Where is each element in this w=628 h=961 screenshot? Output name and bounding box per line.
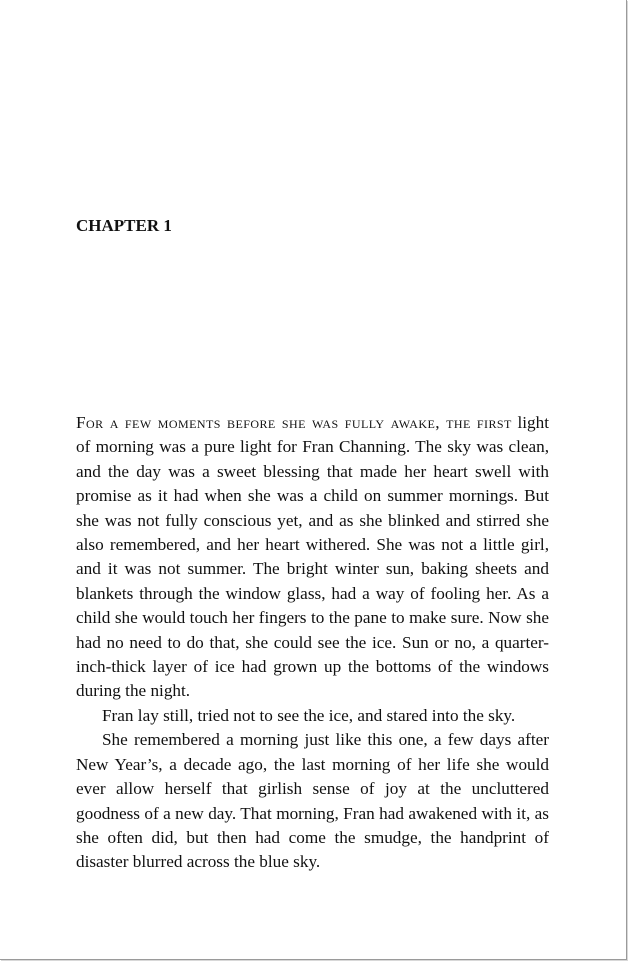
paragraph-1-text: light of morning was a pure light for Fran Channing. The sky was clean, and the day was a sweet blessing that made her heart swell with promise as it had when she was a child on summer mornings. But she was not fully conscious yet, and as she blinked and stirred she also remembered, and her heart withered. She was not a little girl, and it was not summer. The bright winter sun, baking sheets and blankets through the window glass, had a way of fooling her. As a child she would touch her fingers to the pane to make sure. Now she had no need to do that, she could see the ice. Sun or no, a quarter-inch-thick layer of ice had grown up the bottoms of the windows during the night.: [76, 413, 550, 701]
paragraph-1: [76, 411, 549, 704]
paragraph-2: Fran lay still, tried not to see the ice, and stared into the sky.: [102, 705, 516, 725]
opening-smallcaps: For a few moments before she was fully awake, the first: [76, 413, 512, 432]
chapter-heading: CHAPTER 1: [76, 216, 172, 235]
paragraph-3: She remembered a morning just like this one, a few days after New Year’s, a decade ago, the last morning of her life she would ever allow herself that girlish sense of joy at the uncluttered goodness of a new day. That morning, Fran had awakened with it, as she often did, but then had come the smudge, the handprint of disaster blurred across the blue sky.: [76, 730, 549, 872]
chapter-body: [76, 411, 549, 875]
